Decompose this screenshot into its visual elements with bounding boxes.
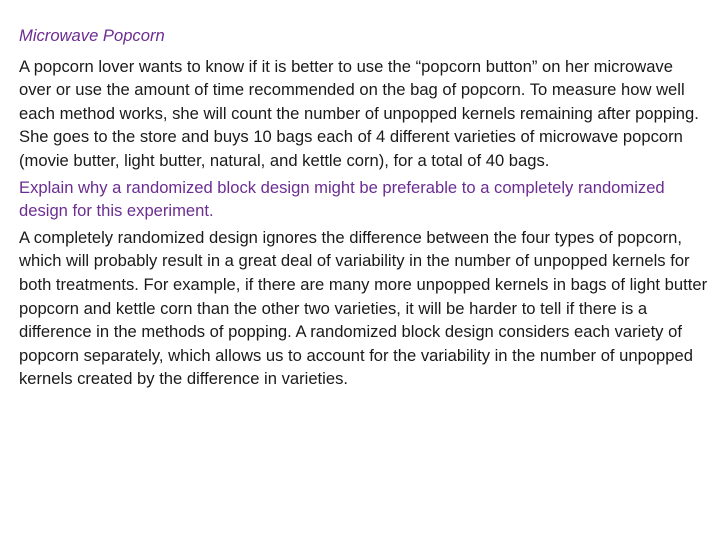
scenario-paragraph: A popcorn lover wants to know if it is better to use the “popcorn button” on her microwave over or use the amount of time recommended on the bag of popcorn. To measure how well each method works, she will count the number of unpopped kernels remaining after popping. She goes to the store and buys 10 bags each of 4 different varieties of microwave popcorn (movie butter, light butter, natural, and kettle corn), for a total of 40 bags. <box>19 56 699 170</box>
slide-content <box>19 24 709 391</box>
answer-paragraph: A completely randomized design ignores the difference between the four types of popcorn, which will probably result in a great deal of variability in the number of unpopped kernels for both treatments. For example, if there are many more unpopped kernels in bags of light butter popcorn and kettle corn than the other two varieties, it will be harder to tell if there is a difference in the methods of popping. A randomized block design considers each variety of popcorn separately, which allows us to account for the variability in the number of unpopped kernels created by the difference in varieties. <box>19 227 708 389</box>
question-paragraph: Explain why a randomized block design might be preferable to a completely randomized design for this experiment. <box>19 177 665 221</box>
slide-title: Microwave Popcorn <box>19 26 165 45</box>
